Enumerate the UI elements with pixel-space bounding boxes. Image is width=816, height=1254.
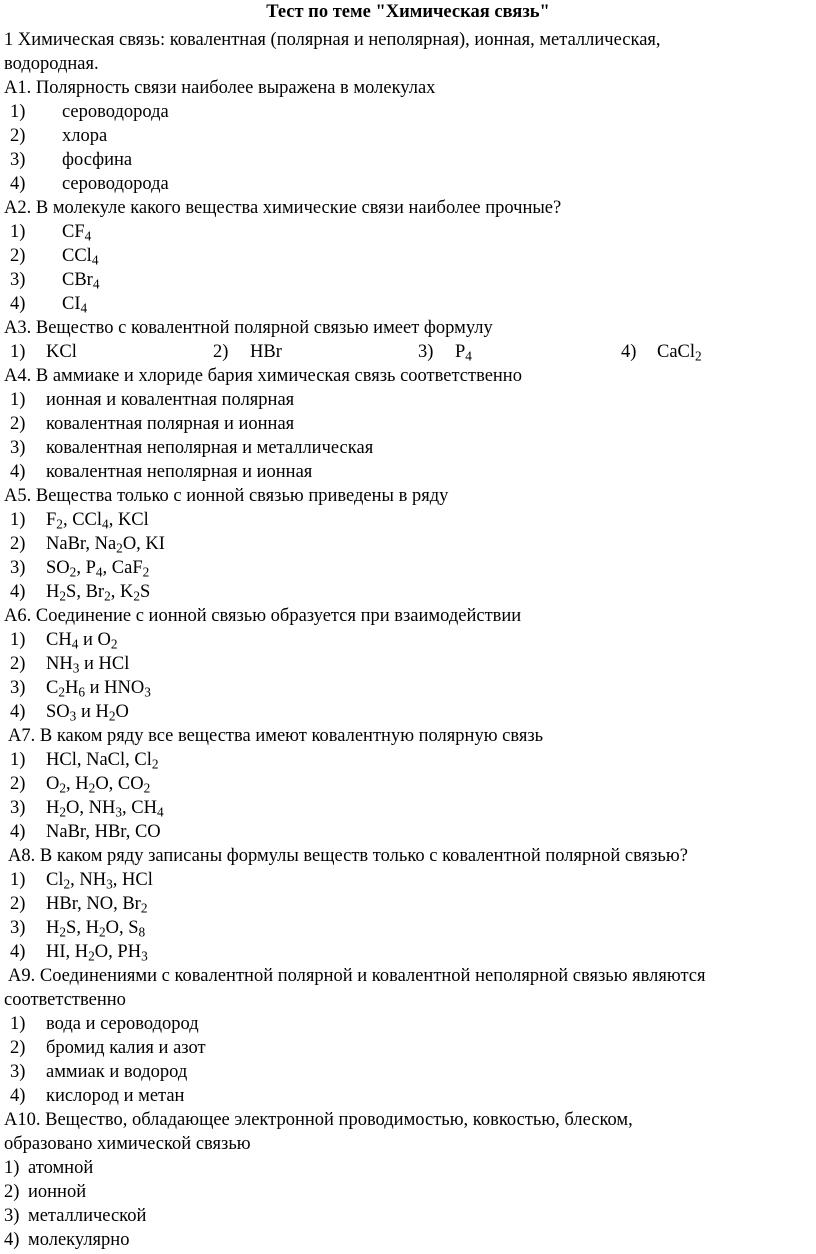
question-a6: А6. Соединение с ионной связью образуется при взаимодействии	[4, 606, 522, 626]
a1-option-text: сероводорода	[62, 174, 169, 194]
a5-option-text: NaBr, $Na_2O$, KI	[46, 534, 165, 556]
a7-option-text: $H_2O$, $NH_3$, $CH_4$	[46, 798, 164, 820]
option-number: 3)	[10, 150, 26, 170]
a3-option-text: KCl	[46, 342, 77, 362]
a3-option-number: 1)	[10, 342, 26, 362]
a7-option-number: 2)	[10, 774, 26, 794]
question-a3: А3. Вещество с ковалентной полярной связью имеет формулу	[4, 318, 493, 338]
question-a4: А4. В аммиаке и хлориде бария химическая связь соответственно	[4, 366, 522, 386]
option-number: 2)	[10, 126, 26, 146]
a6-option-text: $CH_4$ и $O_2$	[46, 630, 118, 652]
a10-option-text: атомной	[28, 1158, 94, 1178]
a9-option-text: вода и сероводород	[46, 1014, 199, 1034]
a1-option-text: сероводорода	[62, 102, 169, 122]
a3-option-number: 3)	[418, 342, 434, 362]
a3-option-text: HBr	[250, 342, 282, 362]
a9-option-number: 2)	[10, 1038, 26, 1058]
a7-option-number: 1)	[10, 750, 26, 770]
a2-option	[10, 220, 25, 244]
a3-option-text: $P_4$	[455, 342, 472, 364]
question-a7: А7. В каком ряду все вещества имеют ковалентную полярную связь	[8, 726, 544, 746]
a7-option-number: 4)	[10, 822, 26, 842]
a7-option-text: HCl, NaCl, $Cl_2$	[46, 750, 159, 772]
option-number: 3)	[10, 270, 26, 290]
page-title: Тест по теме "Химическая связь"	[266, 2, 550, 22]
question-a10-line-2: образовано химической связью	[4, 1134, 251, 1154]
a2-option	[10, 268, 25, 292]
a10-option-number: 3)	[4, 1206, 20, 1226]
a3-option-number: 4)	[621, 342, 637, 362]
a8-option-text: HBr, NO, $Br_2$	[46, 894, 148, 916]
a2-option-text: CBr$_4$	[62, 270, 100, 292]
a1-option	[10, 124, 25, 148]
a4-option-text: ионная и ковалентная полярная	[46, 390, 295, 410]
a10-option-text: молекулярно	[28, 1230, 130, 1250]
a6-option-number: 3)	[10, 678, 26, 698]
question-a9-line-2: соответственно	[4, 990, 126, 1010]
a6-option-number: 4)	[10, 702, 26, 722]
question-a8: А8. В каком ряду записаны формулы веществ только с ковалентной полярной связью?	[8, 846, 688, 866]
a5-option-number: 3)	[10, 558, 26, 578]
a6-option-number: 1)	[10, 630, 26, 650]
a1-option	[10, 100, 25, 124]
a9-option-number: 3)	[10, 1062, 26, 1082]
a5-option-number: 4)	[10, 582, 26, 602]
a4-option-number: 1)	[10, 390, 26, 410]
a1-option-text: фосфина	[62, 150, 133, 170]
a9-option-text: бромид калия и азот	[46, 1038, 206, 1058]
a4-option-text: ковалентная неполярная и ионная	[46, 462, 313, 482]
question-a10-line-1: А10. Вещество, обладающее электронной проводимостью, ковкостью, блеском,	[4, 1110, 633, 1130]
question-a5: А5. Вещества только с ионной связью приведены в ряду	[4, 486, 449, 506]
a6-option-text: $SO_3$ и $H_2O$	[46, 702, 129, 724]
a5-option-text: $H_2S$, $Br_2$, $K_2S$	[46, 582, 151, 604]
a1-option-text: хлора	[62, 126, 108, 146]
a8-option-text: HI, $H_2O$, $PH_3$	[46, 942, 148, 964]
a4-option-number: 2)	[10, 414, 26, 434]
intro-line-1: 1 Химическая связь: ковалентная (полярная и неполярная), ионная, металлическая,	[4, 30, 661, 50]
a7-option-number: 3)	[10, 798, 26, 818]
a1-option	[10, 148, 25, 172]
a4-option-text: ковалентная неполярная и металлическая	[46, 438, 374, 458]
a8-option-text: $H_2S$, $H_2O$, $S_8$	[46, 918, 146, 940]
option-number: 2)	[10, 246, 26, 266]
a8-option-text: $Cl_2$, $NH_3$, HCl	[46, 870, 153, 892]
a2-option-text: CCl$_4$	[62, 246, 99, 268]
a7-option-text: $O_2$, $H_2O$, $CO_2$	[46, 774, 151, 796]
question-a1: А1. Полярность связи наиболее выражена в молекулах	[4, 78, 436, 98]
question-a9-line-1: А9. Соединениями с ковалентной полярной и ковалентной неполярной связью являются	[8, 966, 706, 986]
a5-option-text: $SO_2$, $P_4$, CaF$_2$	[46, 558, 150, 580]
a9-option-number: 4)	[10, 1086, 26, 1106]
a9-option-text: кислород и метан	[46, 1086, 185, 1106]
a4-option-number: 3)	[10, 438, 26, 458]
option-number: 4)	[10, 174, 26, 194]
a2-option	[10, 244, 25, 268]
a2-option-text: $CF_4$	[62, 222, 92, 244]
a2-option	[10, 292, 25, 316]
a6-option-number: 2)	[10, 654, 26, 674]
question-a2: А2. В молекуле какого вещества химические связи наиболее прочные?	[4, 198, 562, 218]
a5-option-number: 1)	[10, 510, 26, 530]
a8-option-number: 1)	[10, 870, 26, 890]
option-number: 1)	[10, 102, 26, 122]
a5-option-text: $F_2$, CCl$_4$, KCl	[46, 510, 149, 532]
a10-option-text: ионной	[28, 1182, 87, 1202]
option-number: 4)	[10, 294, 26, 314]
a5-option-number: 2)	[10, 534, 26, 554]
a4-option-number: 4)	[10, 462, 26, 482]
a8-option-number: 3)	[10, 918, 26, 938]
a6-option-text: $NH_3$ и HCl	[46, 654, 130, 676]
a8-option-number: 2)	[10, 894, 26, 914]
a10-option-text: металлической	[28, 1206, 147, 1226]
a6-option-text: $C_2H_6$ и $HNO_3$	[46, 678, 151, 700]
a9-option-text: аммиак и водород	[46, 1062, 188, 1082]
a7-option-text: NaBr, HBr, CO	[46, 822, 161, 842]
a1-option	[10, 172, 25, 196]
a2-option-text: $CI_4$	[62, 294, 88, 316]
a10-option-number: 2)	[4, 1182, 20, 1202]
intro-line-2: водородная.	[4, 54, 99, 74]
a10-option-number: 1)	[4, 1158, 20, 1178]
a9-option-number: 1)	[10, 1014, 26, 1034]
option-number: 1)	[10, 222, 26, 242]
a10-option-number: 4)	[4, 1230, 20, 1250]
a8-option-number: 4)	[10, 942, 26, 962]
a4-option-text: ковалентная полярная и ионная	[46, 414, 295, 434]
a3-option-number: 2)	[213, 342, 229, 362]
a3-option-text: CaCl$_2$	[657, 342, 702, 364]
